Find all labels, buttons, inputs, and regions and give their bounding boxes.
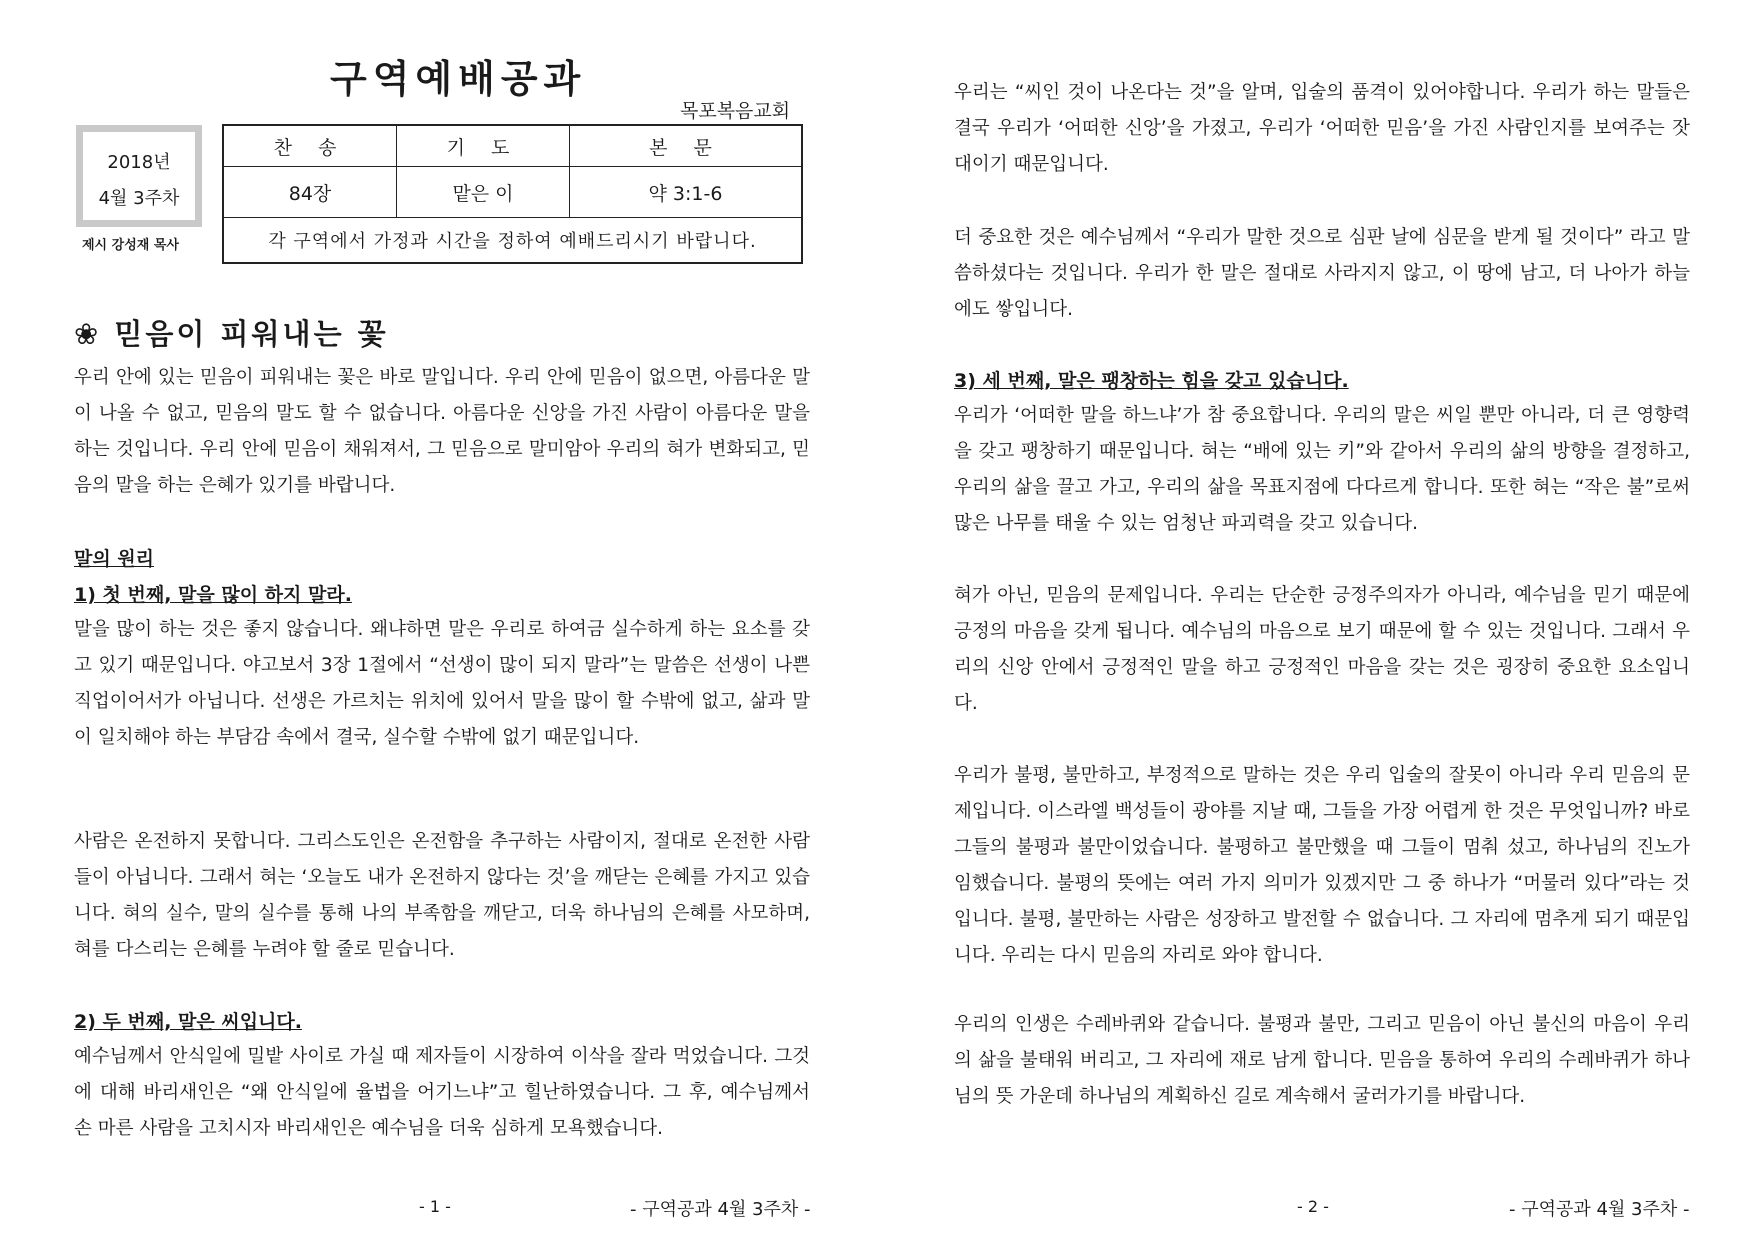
church-name: 목포복음교회: [680, 100, 791, 122]
page-footer: - 구역공과 4월 3주차 -: [1509, 1199, 1690, 1220]
sermon-heading: ❀ 믿음이 피워내는 꽃: [74, 317, 389, 351]
paragraph-5: 더 중요한 것은 예수님께서 “우리가 말한 것으로 심판 날에 심문을 받게 될 것이다” 라고 말씀하셨다는 것입니다. 우리가 한 말은 절대로 사라지지 않고, 이 땅에 남고, 더 나아가 하늘에도 쌓입니다.: [954, 227, 1690, 320]
service-info-table: [222, 124, 803, 264]
table-note: 각 구역에서 가정과 시간을 정하여 예배드리시기 바랍니다.: [223, 218, 802, 264]
page-2: [877, 0, 1754, 1240]
header-prayer: 기 도: [397, 125, 570, 167]
header-hymn: 찬 송: [223, 125, 397, 167]
paragraph-8: 우리가 불평, 불만하고, 부정적으로 말하는 것은 우리 입술의 잘못이 아니라 우리 믿음의 문제입니다. 이스라엘 백성들이 광야를 지날 때, 그들을 가장 어렵게 한 것은 무엇입니까? 바로 그들의 불평과 불만이었습니다. 불평하고 불만했을 때 그들이 멈춰 섰고, 하나님의 진노가 임했습니다. 불평의 뜻에는 여러 가지 의미가 있겠지만 그 중 하나가 “머물러 있다”라는 것입니다. 불평, 불만하는 사람은 성장하고 발전할 수 없습니다. 그 자리에 멈추게 되기 때문입니다. 우리는 다시 믿음의 자리로 와야 합니다.: [954, 765, 1690, 966]
table-note-row: [223, 218, 802, 264]
worship-title: 구역예배공과: [330, 57, 587, 101]
page-number: - 2 -: [1297, 1197, 1329, 1216]
subheading-1: 1) 첫 번째, 말을 많이 하지 말라.: [74, 584, 352, 606]
page-footer: - 구역공과 4월 3주차 -: [630, 1199, 811, 1220]
paragraph-7: 혀가 아닌, 믿음의 문제입니다. 우리는 단순한 긍정주의자가 아니라, 예수님을 믿기 때문에 긍정의 마음을 갖게 됩니다. 예수님의 마음으로 보기 때문에 할 수 있는 것입니다. 그래서 우리의 신앙 안에서 긍정적인 말을 하고 긍정적인 마음을 갖는 것은 굉장히 중요한 요소입니다.: [954, 585, 1690, 714]
table-value-row: [223, 167, 802, 218]
table-header-row: [223, 125, 802, 167]
date-week: 4월 3주차: [98, 188, 180, 209]
header-scripture: 본 문: [570, 125, 803, 167]
paragraph-3: 예수님께서 안식일에 밀밭 사이로 가실 때 제자들이 시장하여 이삭을 잘라 먹었습니다. 그것에 대해 바리새인은 “왜 안식일에 율법을 어기느냐”고 힐난하였습니다. 그 후, 예수님께서 손 마른 사람을 고치시자 바리새인은 예수님을 더욱 심하게 모욕했습니다.: [74, 1046, 810, 1139]
paragraph-2: 사람은 온전하지 못합니다. 그리스도인은 온전함을 추구하는 사람이지, 절대로 온전한 사람들이 아닙니다. 그래서 혀는 ‘오늘도 내가 온전하지 않다는 것’을 깨닫는 은혜를 가지고 있습니다. 혀의 실수, 말의 실수를 통해 나의 부족함을 깨닫고, 더욱 하나님의 은혜를 사모하며, 혀를 다스리는 은혜를 누려야 할 줄로 믿습니다.: [74, 831, 810, 960]
date-year: 2018년: [107, 152, 171, 173]
page-number: - 1 -: [419, 1197, 451, 1216]
author-label: 제시 강성재 목사: [82, 238, 179, 253]
date-box: [76, 125, 202, 227]
value-prayer: 맡은 이: [397, 167, 570, 218]
value-scripture: 약 3:1-6: [570, 167, 803, 218]
paragraph-4: 우리는 “씨인 것이 나온다는 것”을 알며, 입술의 품격이 있어야합니다. 우리가 하는 말들은 결국 우리가 ‘어떠한 신앙’을 가졌고, 우리가 ‘어떠한 믿음’을 가진 사람인지를 보여주는 잣대이기 때문입니다.: [954, 82, 1691, 175]
section-title: 말의 원리: [74, 548, 155, 570]
paragraph-1: 말을 많이 하는 것은 좋지 않습니다. 왜냐하면 말은 우리로 하여금 실수하게 하는 요소를 갖고 있기 때문입니다. 야고보서 3장 1절에서 “선생이 많이 되지 말라”는 말씀은 선생이 나쁜 직업이어서가 아닙니다. 선생은 가르치는 위치에 있어서 말을 많이 할 수밖에 없고, 삶과 말이 일치해야 하는 부담감 속에서 결국, 실수할 수밖에 없기 때문입니다.: [74, 619, 810, 748]
intro-paragraph: 우리 안에 있는 믿음이 피워내는 꽃은 바로 말입니다. 우리 안에 믿음이 없으면, 아름다운 말이 나올 수 없고, 믿음의 말도 할 수 없습니다. 아름다운 신앙을 가진 사람이 아름다운 말을 하는 것입니다. 우리 안에 믿음이 채워져서, 그 믿음으로 말미암아 우리의 혀가 변화되고, 믿음의 말을 하는 은혜가 있기를 바랍니다.: [74, 367, 810, 496]
value-hymn: 84장: [223, 167, 397, 218]
paragraph-6: 우리가 ‘어떠한 말을 하느냐’가 참 중요합니다. 우리의 말은 씨일 뿐만 아니라, 더 큰 영향력을 갖고 팽창하기 때문입니다. 혀는 “배에 있는 키”와 같아서 우리의 삶의 방향을 결정하고, 우리의 삶을 끌고 가고, 우리의 삶을 목표지점에 다다르게 합니다. 또한 혀는 “작은 불”로써 많은 나무를 태울 수 있는 엄청난 파괴력을 갖고 있습니다.: [954, 405, 1690, 534]
paragraph-9: 우리의 인생은 수레바퀴와 같습니다. 불평과 불만, 그리고 믿음이 아닌 불신의 마음이 우리의 삶을 불태워 버리고, 그 자리에 재로 남게 합니다. 믿음을 통하여 우리의 수레바퀴가 하나님의 뜻 가운데 하나님의 계획하신 길로 계속해서 굴러가기를 바랍니다.: [954, 1014, 1690, 1107]
subheading-3: 3) 세 번째, 말은 팽창하는 힘을 갖고 있습니다.: [954, 370, 1349, 392]
subheading-2: 2) 두 번째, 말은 씨입니다.: [74, 1011, 302, 1033]
